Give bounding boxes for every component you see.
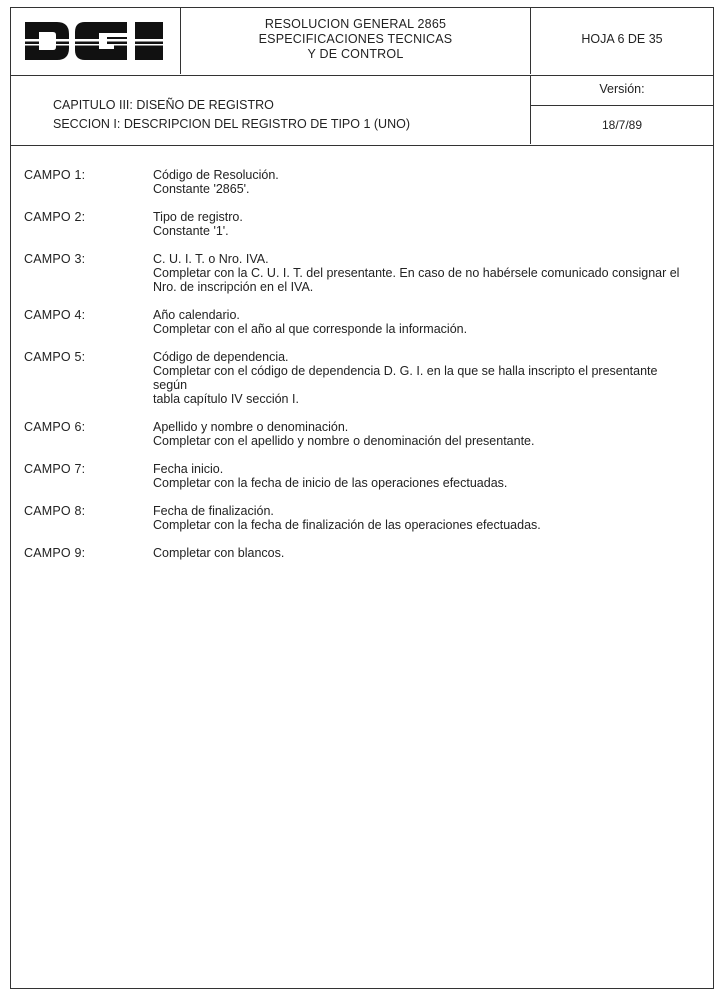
field-line: Fecha de finalización.: [153, 504, 274, 518]
chapter-title: CAPITULO III: DISEÑO DE REGISTRO: [53, 98, 274, 112]
field-description: [153, 308, 694, 336]
chapter-cell: [11, 76, 531, 144]
section-title: SECCION I: DESCRIPCION DEL REGISTRO DE TIPO 1 (UNO): [53, 117, 410, 131]
version-label: Versión:: [531, 76, 713, 106]
field-item: [24, 420, 694, 448]
field-line: Constante '1'.: [153, 224, 229, 238]
field-label: CAMPO 9:: [24, 546, 86, 560]
header-section-row: [11, 76, 713, 146]
field-label: CAMPO 5:: [24, 350, 86, 364]
field-line: Año calendario.: [153, 308, 240, 322]
field-description: [153, 462, 694, 490]
field-description: [153, 546, 694, 560]
field-line: Completar con el año al que corresponde la información.: [153, 322, 468, 336]
field-description: [153, 210, 694, 238]
version-date: 18/7/89: [601, 118, 643, 132]
field-item: [24, 168, 694, 196]
field-item: [24, 462, 694, 490]
field-list: [24, 160, 694, 560]
field-item: [24, 252, 694, 294]
field-item: [24, 308, 694, 336]
field-line: Nro. de inscripción en el IVA.: [153, 280, 314, 294]
field-description: [153, 504, 694, 532]
dgi-logo: [23, 22, 169, 60]
field-label: CAMPO 6:: [24, 420, 86, 434]
field-line: Código de dependencia.: [153, 350, 289, 364]
title-line: RESOLUCION GENERAL 2865: [264, 17, 447, 31]
field-label: CAMPO 4:: [24, 308, 86, 322]
field-label: CAMPO 8:: [24, 504, 86, 518]
field-line: Completar con blancos.: [153, 546, 285, 560]
field-description: [153, 168, 694, 196]
field-line: Completar con la C. U. I. T. del presentante. En caso de no habérsele comunicado consignar el: [153, 266, 680, 280]
field-label: CAMPO 3:: [24, 252, 86, 266]
field-label: CAMPO 7:: [24, 462, 86, 476]
field-description: [153, 350, 694, 406]
field-description: [153, 252, 694, 294]
field-item: [24, 504, 694, 532]
logo-cell: [11, 8, 181, 74]
field-line: Completar con el código de dependencia D. G. I. en la que se halla inscripto el presentante según: [153, 364, 658, 392]
field-label: CAMPO 2:: [24, 210, 86, 224]
page-number: HOJA 6 DE 35: [581, 32, 663, 46]
field-item: [24, 210, 694, 238]
field-line: Fecha inicio.: [153, 462, 224, 476]
field-line: Constante '2865'.: [153, 182, 250, 196]
field-item: [24, 546, 694, 560]
field-line: tabla capítulo IV sección I.: [153, 392, 299, 406]
field-item: [24, 350, 694, 406]
document-title: [181, 8, 531, 74]
field-line: Completar con el apellido y nombre o denominación del presentante.: [153, 434, 535, 448]
field-line: Código de Resolución.: [153, 168, 279, 182]
field-label: CAMPO 1:: [24, 168, 86, 182]
title-line: ESPECIFICACIONES TECNICAS: [258, 32, 453, 46]
field-line: Completar con la fecha de finalización de las operaciones efectuadas.: [153, 518, 541, 532]
field-line: Apellido y nombre o denominación.: [153, 420, 349, 434]
field-line: Completar con la fecha de inicio de las operaciones efectuadas.: [153, 476, 508, 490]
version-cell: [531, 76, 713, 144]
field-line: Tipo de registro.: [153, 210, 243, 224]
header-top-row: [11, 8, 713, 76]
field-line: C. U. I. T. o Nro. IVA.: [153, 252, 269, 266]
field-description: [153, 420, 694, 448]
title-line: Y DE CONTROL: [307, 47, 404, 61]
